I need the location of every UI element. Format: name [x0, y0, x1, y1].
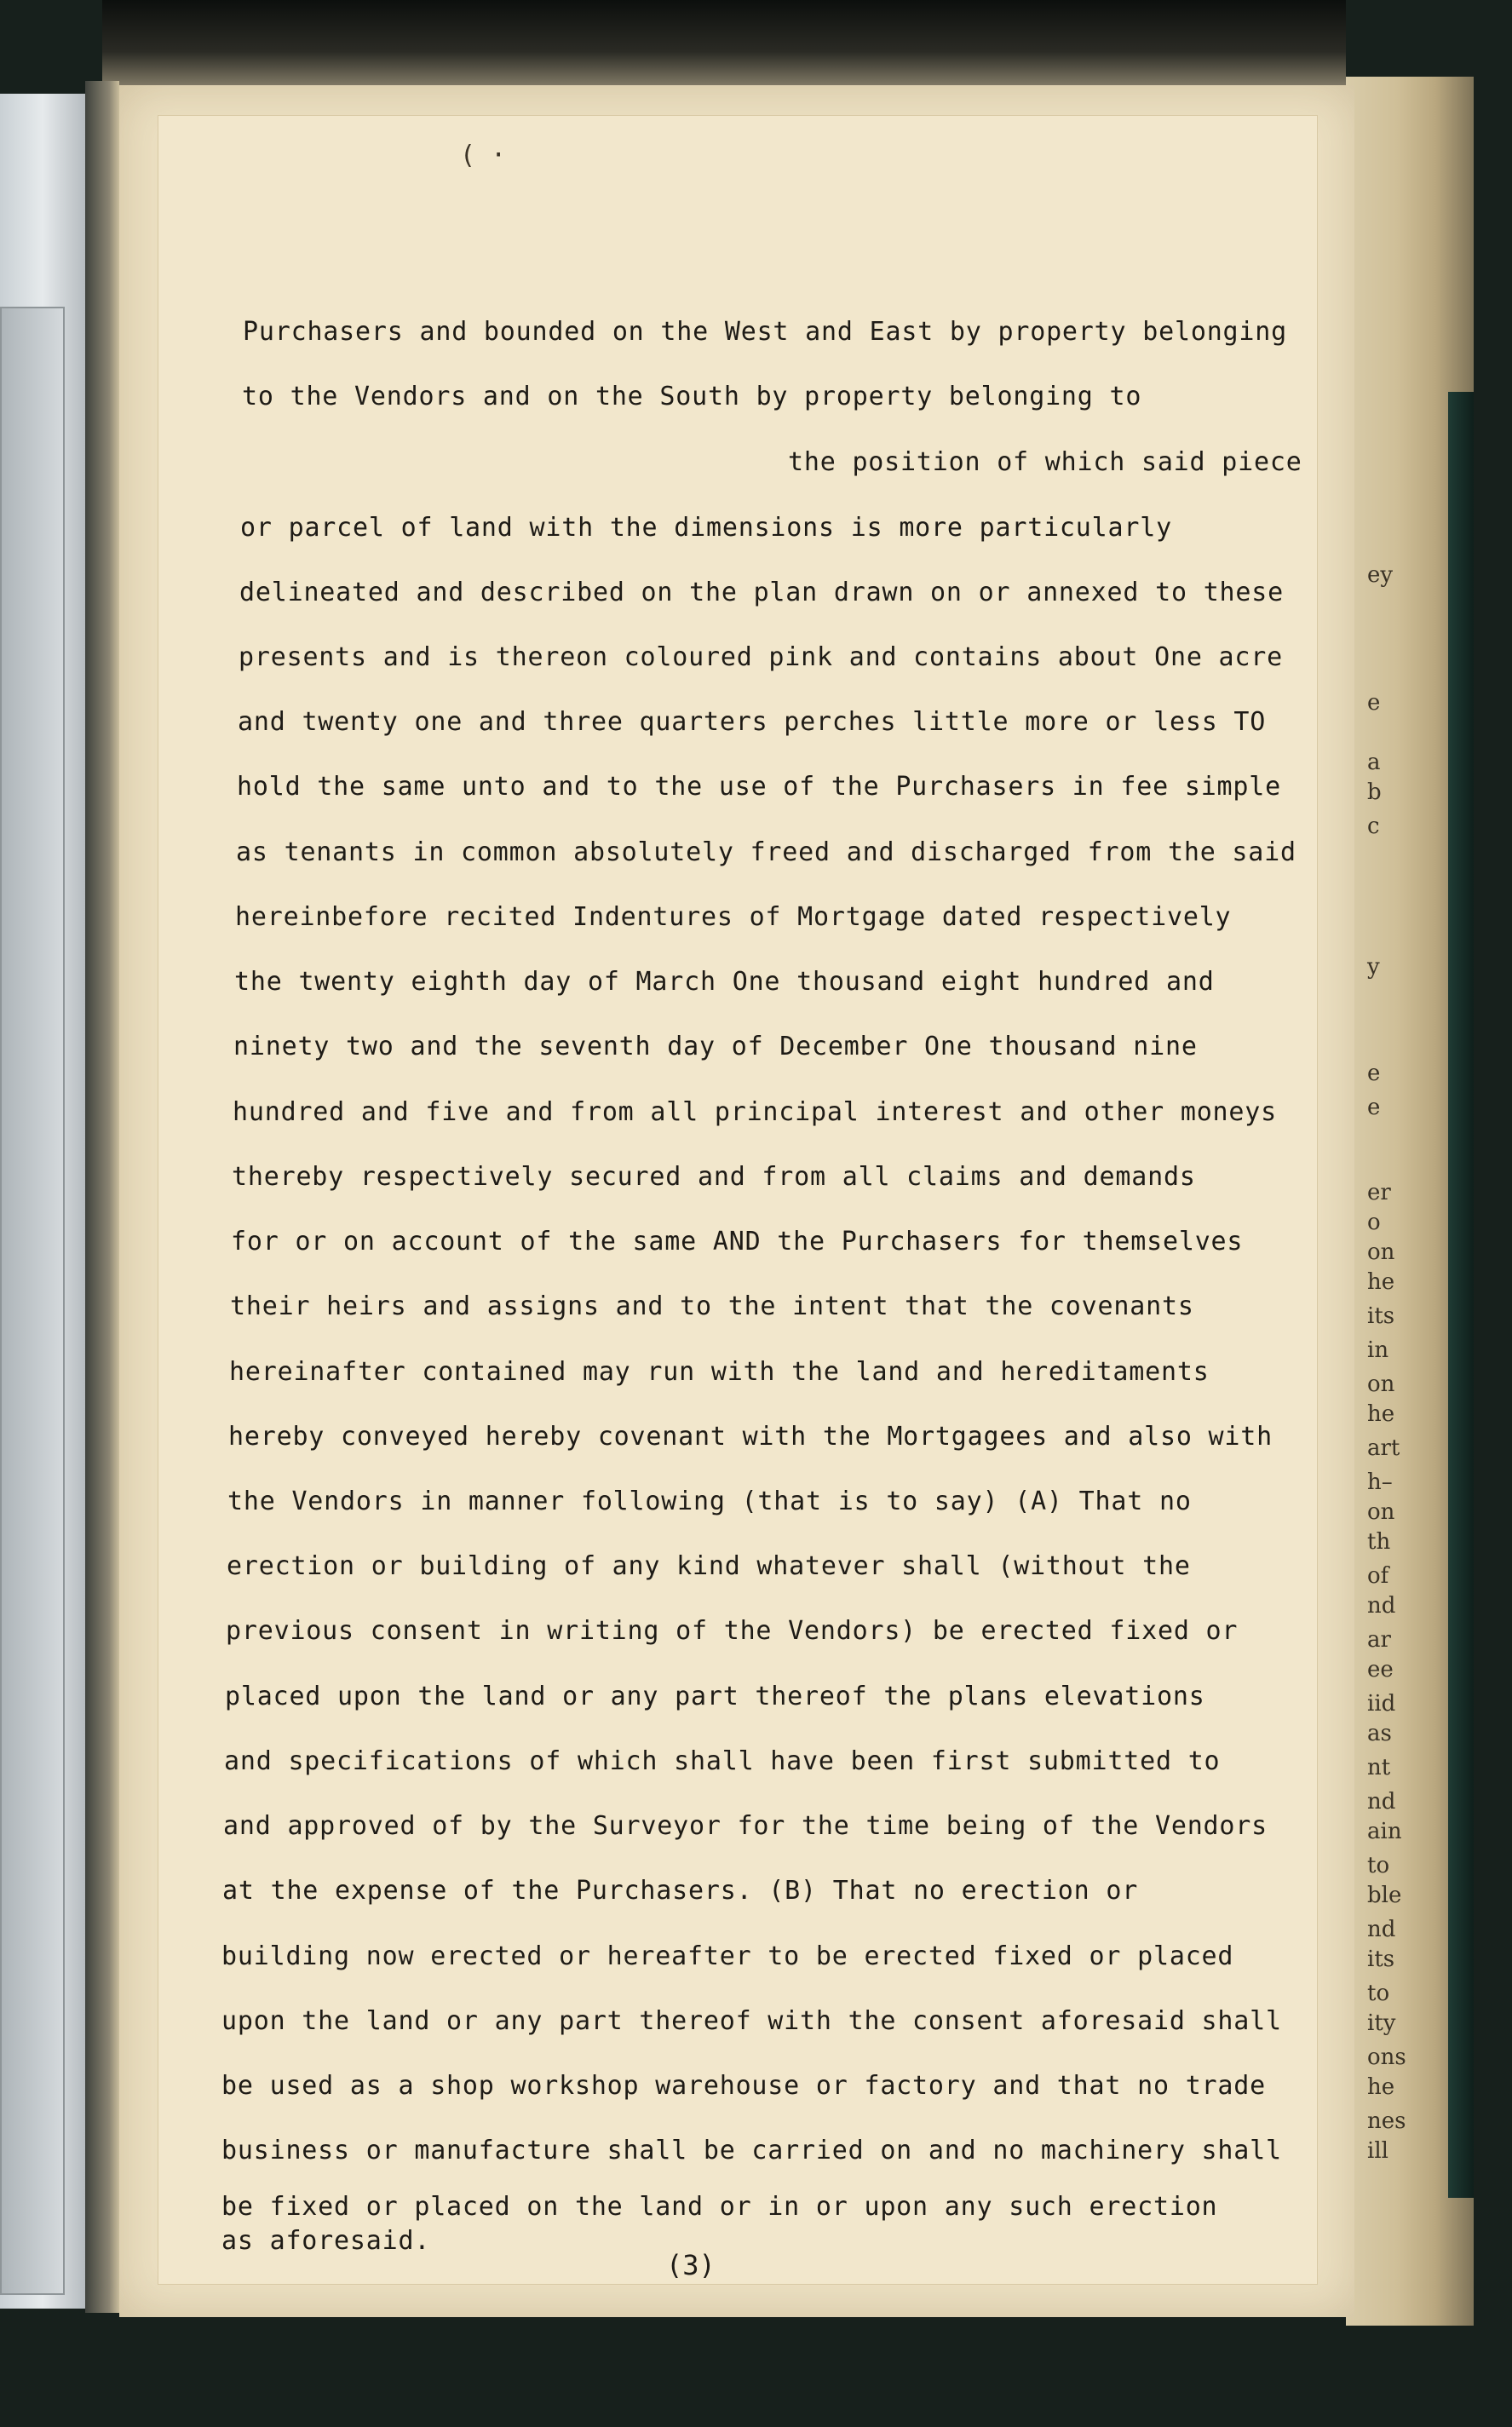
book-gutter: [85, 81, 119, 2313]
margin-fragment: to: [1367, 1853, 1390, 1878]
margin-fragment: ble: [1367, 1883, 1402, 1908]
margin-fragment: ee: [1367, 1657, 1394, 1682]
document-line: the twenty eighth day of March One thousand eight hundred and: [234, 967, 1215, 997]
document-line: hereby conveyed hereby covenant with the Mortgagees and also with: [228, 1422, 1273, 1452]
document-line: hundred and five and from all principal interest and other moneys: [233, 1097, 1277, 1127]
margin-fragment: ity: [1367, 2010, 1396, 2036]
margin-fragment: he: [1367, 2074, 1395, 2100]
margin-fragment: ar: [1367, 1627, 1391, 1653]
document-line: be fixed or placed on the land or in or upon any such erection: [221, 2192, 1218, 2222]
document-line: delineated and described on the plan drawn on or annexed to these: [239, 578, 1284, 607]
document-line: hold the same unto and to the use of the Purchasers in fee simple: [237, 772, 1281, 802]
left-cover-panel: [0, 307, 65, 2295]
document-line: and twenty one and three quarters perches little more or less TO: [238, 707, 1267, 737]
margin-fragment: to: [1367, 1981, 1390, 2006]
margin-fragment: on: [1367, 1499, 1395, 1525]
margin-fragment: on: [1367, 1372, 1395, 1397]
left-book-cover: [0, 94, 90, 2309]
margin-fragment: th: [1367, 1529, 1391, 1555]
margin-fragment: o: [1367, 1210, 1381, 1235]
document-line: placed upon the land or any part thereof the plans elevations: [225, 1682, 1205, 1711]
margin-fragment: a: [1367, 750, 1381, 775]
document-line: the position of which said piece: [788, 447, 1302, 477]
margin-fragment: e: [1367, 690, 1381, 716]
document-line: and specifications of which shall have been first submitted to: [224, 1746, 1221, 1776]
margin-fragment: in: [1367, 1337, 1389, 1363]
margin-fragment: e: [1367, 1095, 1381, 1120]
margin-fragment: as: [1367, 1721, 1392, 1746]
document-line: erection or building of any kind whatever shall (without the: [227, 1551, 1191, 1581]
margin-fragment: on: [1367, 1239, 1395, 1265]
margin-fragment: b: [1367, 779, 1382, 805]
document-line: presents and is thereon coloured pink and contains about One acre: [239, 642, 1283, 672]
document-line: previous consent in writing of the Vendors) be erected fixed or: [226, 1616, 1239, 1646]
margin-fragment: ey: [1367, 562, 1394, 588]
document-line: be used as a shop workshop warehouse or factory and that no trade: [221, 2071, 1266, 2101]
margin-fragment: ain: [1367, 1819, 1402, 1844]
margin-fragment: ill: [1367, 2138, 1388, 2164]
document-line: business or manufacture shall be carried on and no machinery shall: [221, 2136, 1282, 2165]
document-line: as aforesaid.: [221, 2226, 431, 2256]
book-top-edge: [102, 0, 1346, 94]
document-line: as tenants in common absolutely freed and discharged from the said: [236, 837, 1296, 867]
document-line: or parcel of land with the dimensions is more particularly: [240, 513, 1172, 543]
document-line: their heirs and assigns and to the intent that the covenants: [230, 1291, 1194, 1321]
document-page: [119, 85, 1354, 2317]
top-handwritten-mark: ( ·: [460, 141, 507, 170]
document-line: upon the land or any part thereof with the consent aforesaid shall: [221, 2006, 1282, 2036]
document-line: Purchasers and bounded on the West and East by property belonging: [243, 317, 1287, 347]
margin-fragment: its: [1367, 1303, 1395, 1329]
margin-fragment: nd: [1367, 1917, 1396, 1942]
margin-fragment: he: [1367, 1401, 1395, 1427]
margin-fragment: c: [1367, 814, 1380, 839]
margin-fragment: y: [1367, 954, 1380, 980]
document-line: building now erected or hereafter to be erected fixed or placed: [221, 1941, 1234, 1971]
margin-fragment: art: [1367, 1435, 1400, 1461]
margin-fragment: nd: [1367, 1789, 1396, 1814]
right-cover-strip: [1448, 392, 1474, 2198]
document-line: at the expense of the Purchasers. (B) That no erection or: [222, 1876, 1139, 1906]
document-line: hereinafter contained may run with the land and hereditaments: [229, 1357, 1210, 1387]
margin-fragment: ons: [1367, 2045, 1406, 2070]
margin-fragment: nes: [1367, 2108, 1406, 2134]
margin-fragment: e: [1367, 1061, 1381, 1086]
document-line: and approved of by the Surveyor for the time being of the Vendors: [223, 1811, 1268, 1841]
margin-fragment: its: [1367, 1947, 1395, 1972]
document-line: thereby respectively secured and from all claims and demands: [232, 1162, 1196, 1192]
margin-fragment: h–: [1367, 1469, 1393, 1495]
margin-fragment: nt: [1367, 1755, 1391, 1780]
document-line: the Vendors in manner following (that is to say) (A) That no: [227, 1487, 1192, 1516]
margin-fragment: er: [1367, 1180, 1391, 1205]
margin-fragment: nd: [1367, 1593, 1396, 1619]
document-line: to the Vendors and on the South by property belonging to: [242, 382, 1142, 411]
page-number: (3): [666, 2249, 716, 2281]
margin-fragment: iid: [1367, 1691, 1396, 1717]
document-line: ninety two and the seventh day of December One thousand nine: [233, 1032, 1198, 1061]
margin-fragment: of: [1367, 1563, 1389, 1589]
document-line: hereinbefore recited Indentures of Mortgage dated respectively: [235, 902, 1232, 932]
document-line: for or on account of the same AND the Purchasers for themselves: [231, 1227, 1244, 1257]
margin-fragment: he: [1367, 1269, 1395, 1295]
